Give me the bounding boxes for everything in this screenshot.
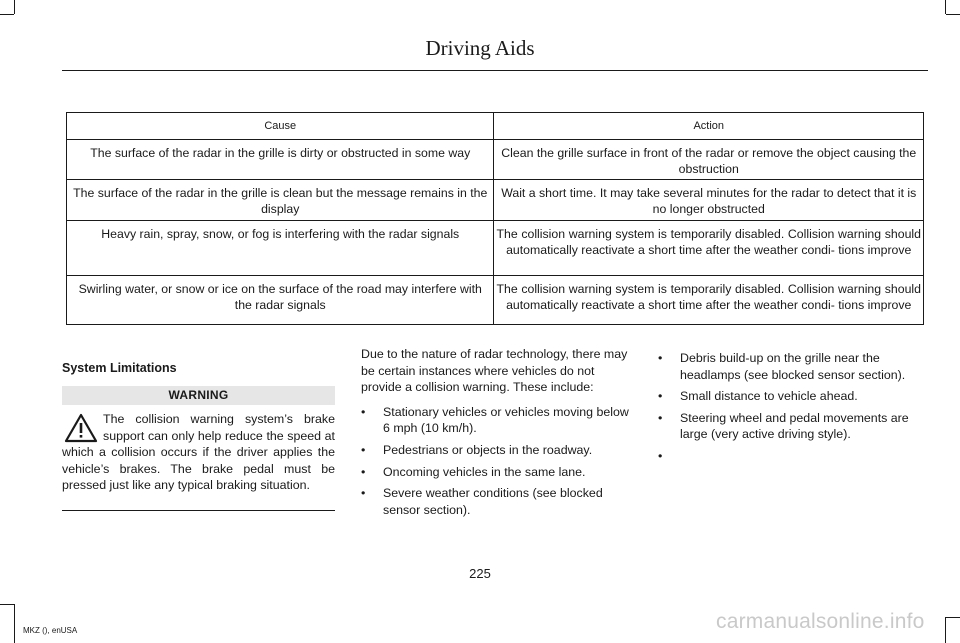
list-item xyxy=(658,350,930,383)
list-item-text: Pedestrians or objects in the roadway. xyxy=(383,442,593,457)
footer-code: MKZ (), enUSA xyxy=(23,626,78,635)
table-row xyxy=(67,140,924,180)
crop-mark xyxy=(0,604,14,605)
section-heading: System Limitations xyxy=(62,361,177,375)
action-cell: The collision warning system is temporarily disabled. Collision warning should automatically reactivate a short time after the weather condi- tions improve xyxy=(494,221,924,276)
cause-cell: Heavy rain, spray, snow, or fog is interfering with the radar signals xyxy=(67,221,494,276)
crop-mark xyxy=(946,14,960,15)
limitations-column-3 xyxy=(658,350,930,470)
warning-triangle-icon xyxy=(64,413,98,443)
action-cell: The collision warning system is temporarily disabled. Collision warning should automatically reactivate a short time after the weather condi- tions improve xyxy=(494,276,924,325)
crop-mark xyxy=(945,0,946,14)
list-item xyxy=(658,388,930,405)
action-cell: Wait a short time. It may take several minutes for the radar to detect that it is no longer obstructed xyxy=(494,180,924,221)
list-item xyxy=(361,464,633,481)
table-row xyxy=(67,276,924,325)
list-item-text: Stationary vehicles or vehicles moving below 6 mph (10 km/h). xyxy=(383,404,629,436)
list-item xyxy=(658,410,930,443)
action-cell: Clean the grille surface in front of the radar or remove the object causing the obstruction xyxy=(494,140,924,180)
list-item xyxy=(361,442,633,459)
list-item xyxy=(361,485,633,518)
page-number: 225 xyxy=(469,566,491,581)
crop-mark xyxy=(0,14,14,15)
column-header-cause: Cause xyxy=(67,113,494,140)
warning-label: WARNING xyxy=(62,386,335,405)
limitations-column-2 xyxy=(361,346,633,523)
bullet: • xyxy=(658,410,663,425)
list-item-text: Small distance to vehicle ahead. xyxy=(680,389,858,404)
list-item-text: Oncoming vehicles in the same lane. xyxy=(383,464,586,479)
bullet: • xyxy=(361,464,366,479)
cause-cell: The surface of the radar in the grille is clean but the message remains in the display xyxy=(67,180,494,221)
warning-box xyxy=(62,386,335,494)
bullet: • xyxy=(658,351,663,365)
crop-mark xyxy=(14,0,15,14)
bullet: • xyxy=(658,448,663,463)
bullet: • xyxy=(361,442,366,457)
bullet: • xyxy=(658,389,663,404)
warning-body xyxy=(62,411,335,494)
watermark: carmanualsonline.info xyxy=(716,610,925,633)
list-item-text: Steering wheel and pedal movements are large (very active driving style). xyxy=(680,410,909,442)
header-rule xyxy=(62,70,928,71)
bullet: • xyxy=(361,486,366,501)
cause-cell: The surface of the radar in the grille is dirty or obstructed in some way xyxy=(67,140,494,180)
warning-rule xyxy=(62,510,335,511)
crop-mark xyxy=(945,617,946,643)
bullet: • xyxy=(361,404,366,419)
list-item-text: Debris build-up on the grille near the headlamps (see blocked sensor section). xyxy=(680,351,906,382)
list-item xyxy=(361,404,633,437)
list-item-text: Severe weather conditions (see blocked sensor section). xyxy=(383,486,603,517)
warning-text: The collision warning system’s brake support can only help reduce the speed at which a collision occurs if the driver applies the vehicle’s brakes. The brake pedal must be pressed just like any typical braking situation. xyxy=(62,412,335,493)
limitations-list xyxy=(361,404,633,519)
limitations-intro: Due to the nature of radar technology, there may be certain instances where vehicles do not provide a collision warning. These include: xyxy=(361,347,628,395)
column-header-action: Action xyxy=(494,113,924,140)
table-row xyxy=(67,221,924,276)
list-item xyxy=(658,448,930,465)
crop-mark xyxy=(14,604,15,643)
crop-mark xyxy=(946,617,960,618)
limitations-list-continued xyxy=(658,350,930,465)
table-header-row xyxy=(67,113,924,140)
cause-action-table xyxy=(66,112,924,325)
table-row xyxy=(67,180,924,221)
page-title: Driving Aids xyxy=(425,36,535,60)
cause-cell: Swirling water, or snow or ice on the surface of the road may interfere with the radar signals xyxy=(67,276,494,325)
